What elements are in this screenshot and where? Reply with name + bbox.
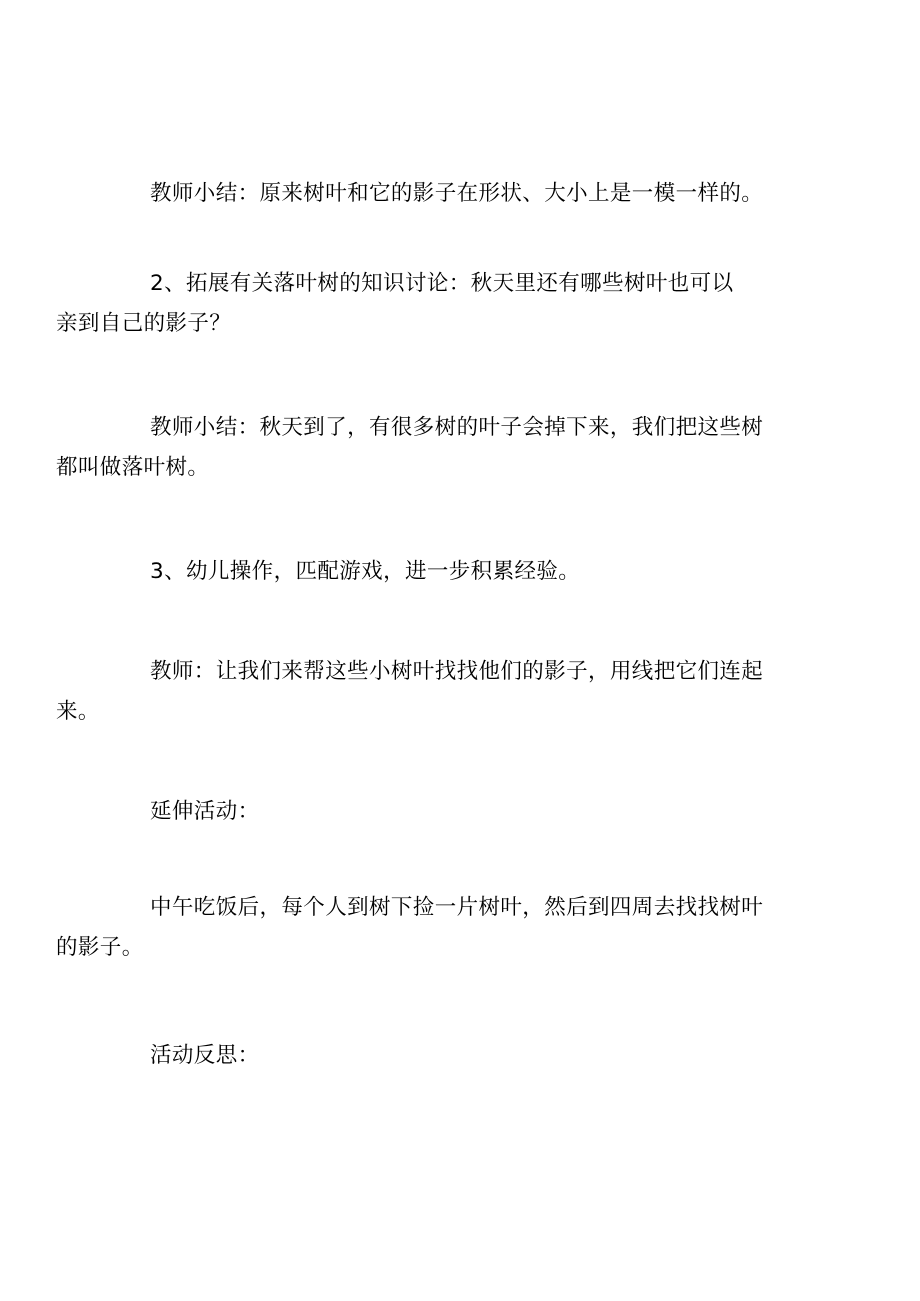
text-line: 来。 [56,699,100,724]
text-line: 教师小结：原来树叶和它的影子在形状、大小上是一模一样的。 [150,181,764,206]
paragraph-teacher-instruction [56,652,803,732]
text-line: 活动反思： [150,1043,260,1068]
paragraph-step-3 [103,552,803,592]
text-line: 都叫做落叶树。 [56,455,210,480]
text-line: 2、拓展有关落叶树的知识讨论：秋天里还有哪些树叶也可以 [150,271,734,296]
text-line: 中午吃饭后，每个人到树下捡一片树叶，然后到四周去找找树叶 [150,895,764,920]
heading-extension-activity [103,792,803,832]
text-line: 教师小结：秋天到了，有很多树的叶子会掉下来，我们把这些树 [150,415,764,440]
paragraph-teacher-summary-2 [56,408,803,488]
text-line: 的影子。 [56,935,144,960]
heading-activity-reflection [103,1036,803,1076]
paragraph-step-2 [56,264,803,344]
paragraph-teacher-summary-1 [103,174,803,214]
text-line: 延伸活动： [150,799,260,824]
text-line: 亲到自己的影子？ [56,311,232,336]
text-line: 教师：让我们来帮这些小树叶找找他们的影子，用线把它们连起 [150,659,764,684]
paragraph-extension-body [56,888,803,968]
text-line: 3、幼儿操作，匹配游戏，进一步积累经验。 [150,559,581,584]
